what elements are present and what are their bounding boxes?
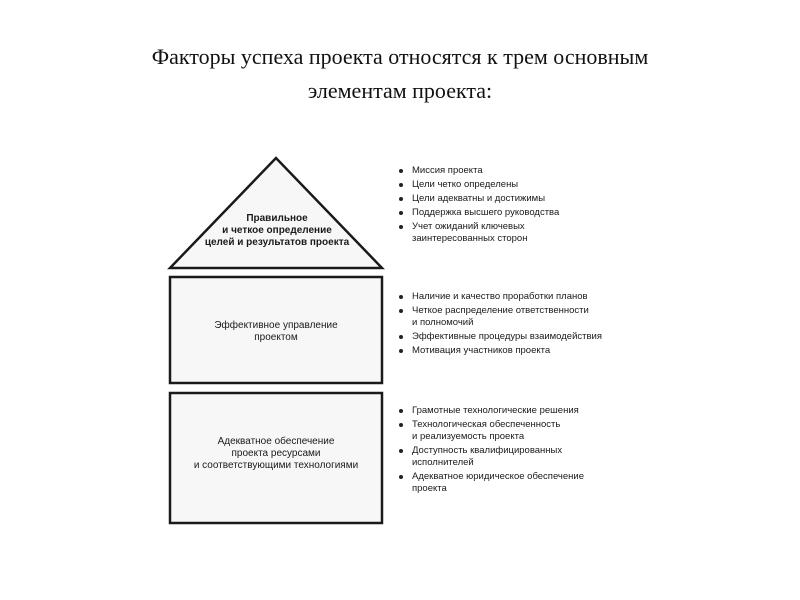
bullet-item (396, 331, 686, 343)
bullet-text: Четкое распределение ответственности (412, 305, 589, 316)
bullet-dot-icon (399, 475, 403, 479)
bullet-text: Адекватное юридическое обеспечение (412, 471, 584, 482)
bullet-item (396, 419, 686, 443)
bullet-text: Доступность квалифицированных (412, 445, 563, 456)
bullet-dot-icon (399, 225, 403, 229)
management-bullet-list (396, 291, 686, 359)
bullet-dot-icon (399, 309, 403, 313)
bullet-text: Поддержка высшего руководства (412, 207, 560, 218)
resources-label (176, 436, 376, 472)
management-label-line: проектом (254, 332, 298, 343)
bullet-item (396, 207, 686, 219)
bullet-item (396, 291, 686, 303)
bullet-text: Миссия проекта (412, 165, 483, 176)
bullet-dot-icon (399, 349, 403, 353)
bullet-item (396, 193, 686, 205)
resources-label-line: и соответствующими технологиями (193, 460, 359, 471)
bullet-text: проекта (412, 483, 447, 494)
bullet-item (396, 221, 686, 245)
roof-bullet-list (396, 165, 686, 247)
bullet-text: Мотивация участников проекта (412, 345, 551, 356)
bullet-text: Учет ожиданий ключевых (412, 221, 525, 232)
bullet-text: Эффективные процедуры взаимодействия (412, 331, 602, 342)
bullet-dot-icon (399, 409, 403, 413)
bullet-item (396, 305, 686, 329)
bullet-dot-icon (399, 295, 403, 299)
bullet-item (396, 405, 686, 417)
bullet-dot-icon (399, 449, 403, 453)
bullet-text: и реализуемость проекта (412, 431, 525, 442)
management-label-line: Эффективное управление (214, 320, 338, 331)
bullet-text: исполнителей (412, 457, 474, 468)
roof-label-line: Правильное (246, 213, 308, 224)
management-label (176, 320, 376, 344)
bullet-text: Наличие и качество проработки планов (412, 291, 588, 302)
slide-title-line: Факторы успеха проекта относятся к трем основным (151, 44, 649, 69)
bullet-text: Цели адекватны и достижимы (412, 193, 546, 204)
resources-label-line: проекта ресурсами (231, 448, 321, 459)
bullet-item (396, 165, 686, 177)
bullet-dot-icon (399, 183, 403, 187)
bullet-text: и полномочий (412, 317, 474, 328)
bullet-text: Цели четко определены (412, 179, 519, 190)
bullet-text: заинтересованных сторон (412, 233, 528, 244)
bullet-dot-icon (399, 423, 403, 427)
bullet-text: Технологическая обеспеченность (412, 419, 561, 430)
roof-label-line: и четкое определение (222, 225, 332, 236)
resources-bullet-list (396, 405, 686, 497)
roof-label (188, 213, 366, 249)
bullet-text: Грамотные технологические решения (412, 405, 579, 416)
bullet-dot-icon (399, 211, 403, 215)
bullet-item (396, 345, 686, 357)
slide-title-line: элементам проекта: (307, 78, 493, 103)
bullet-item (396, 471, 686, 495)
roof-label-line: целей и результатов проекта (204, 237, 350, 248)
resources-label-line: Адекватное обеспечение (217, 436, 335, 447)
bullet-dot-icon (399, 335, 403, 339)
bullet-item (396, 445, 686, 469)
bullet-dot-icon (399, 169, 403, 173)
bullet-dot-icon (399, 197, 403, 201)
bullet-item (396, 179, 686, 191)
